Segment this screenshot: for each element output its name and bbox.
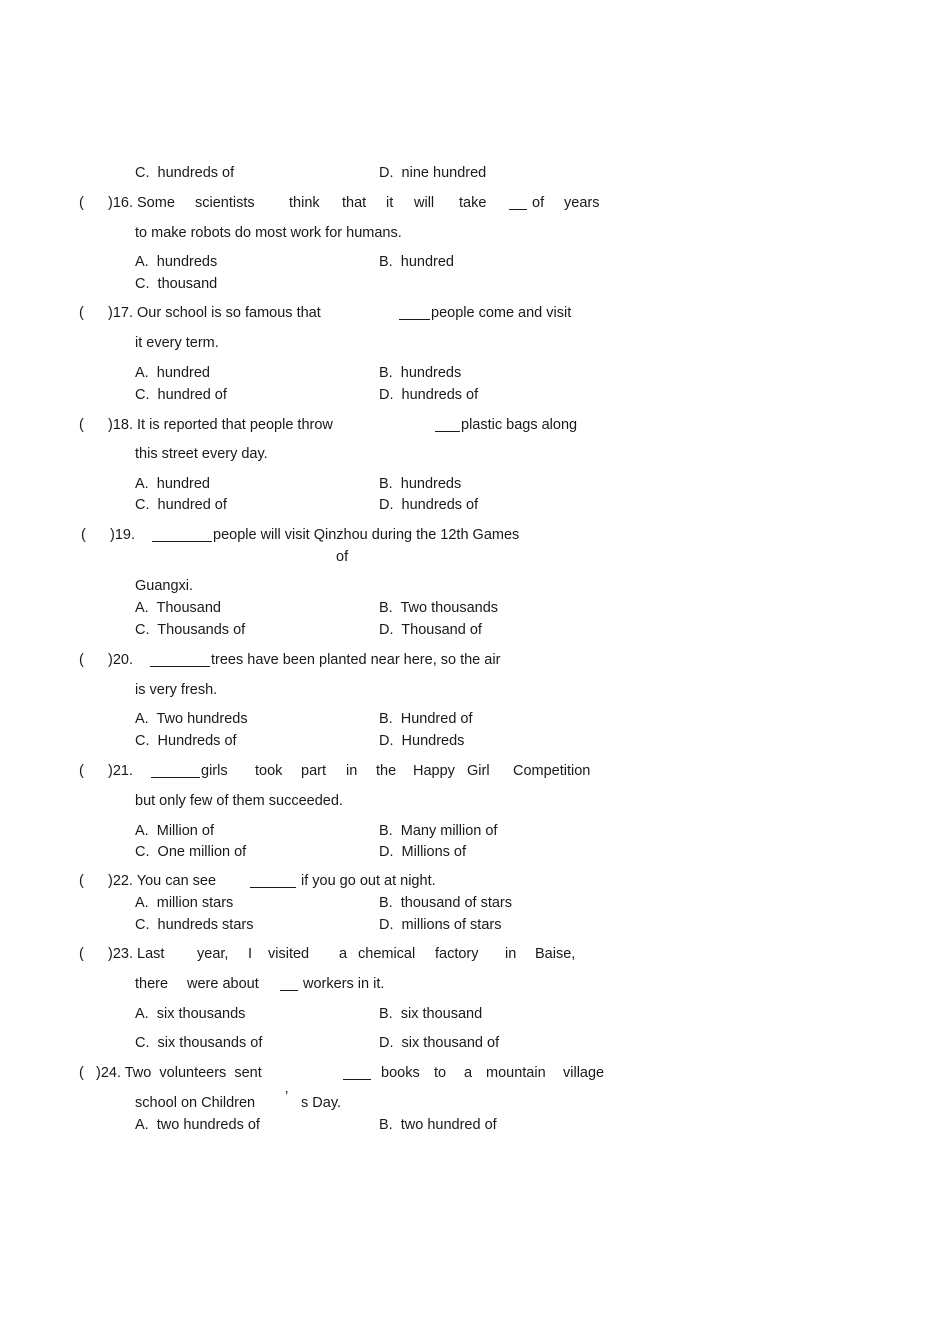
option-c: C. thousand (135, 276, 218, 292)
answer-blank (343, 1066, 371, 1080)
answer-blank (150, 653, 210, 667)
question-word: take (459, 195, 487, 211)
option-b: B. Two thousands (379, 600, 499, 616)
answer-blank (250, 874, 296, 888)
option-b: B. Hundred of (379, 711, 473, 727)
question-word: chemical (358, 946, 416, 962)
question-word: part (301, 763, 326, 779)
option-d: D. Millions of (379, 844, 467, 860)
question-stem: )17. Our school is so famous that (108, 305, 321, 321)
option-a: A. hundreds (135, 254, 218, 270)
answer-paren: ( (79, 417, 84, 433)
answer-blank (509, 196, 527, 210)
option-c: C. Hundreds of (135, 733, 237, 749)
question-word: girls (201, 763, 228, 779)
option-a: A. Two hundreds (135, 711, 248, 727)
question-word: visited (268, 946, 310, 962)
question-text: plastic bags along (461, 417, 578, 433)
option-c: C. six thousands of (135, 1035, 263, 1051)
answer-paren: ( (79, 873, 84, 889)
option-b: B. Many million of (379, 823, 498, 839)
answer-paren: ( (79, 763, 84, 779)
answer-paren: ( (79, 305, 84, 321)
question-word: years (564, 195, 600, 211)
option-c: C. Thousands of (135, 622, 246, 638)
question-number: )19. (110, 527, 135, 543)
option-b: B. six thousand (379, 1006, 483, 1022)
question-line: is very fresh. (135, 682, 218, 698)
question-word: s Day. (301, 1095, 342, 1111)
option-a: A. hundred (135, 365, 210, 381)
answer-paren: ( (79, 195, 84, 211)
option-d: D. hundreds of (379, 387, 479, 403)
question-word: I (248, 946, 253, 962)
question-word: mountain (486, 1065, 546, 1081)
question-text: people will visit Qinzhou during the 12th Games (213, 527, 520, 543)
question-word: of (532, 195, 545, 211)
option-b: B. two hundred of (379, 1117, 497, 1133)
apostrophe: ’ (285, 1089, 289, 1105)
question-word: will (414, 195, 435, 211)
option-b: B. hundred (379, 254, 454, 270)
question-word: the (376, 763, 397, 779)
question-line: this street every day. (135, 446, 268, 462)
question-word: think (289, 195, 320, 211)
answer-paren: ( (79, 1065, 84, 1081)
question-word: school on Children (135, 1095, 256, 1111)
question-stem: )22. You can see (108, 873, 217, 889)
question-word: that (342, 195, 367, 211)
question-text: trees have been planted near here, so the air (211, 652, 501, 668)
question-word: in (346, 763, 358, 779)
question-line: to make robots do most work for humans. (135, 225, 402, 241)
question-word: a (464, 1065, 473, 1081)
option-a: A. Thousand (135, 600, 221, 616)
option-b: B. hundreds (379, 365, 462, 381)
question-word: a (339, 946, 348, 962)
question-text: people come and visit (431, 305, 572, 321)
answer-blank (151, 764, 200, 778)
question-word: took (255, 763, 283, 779)
option-d: D. six thousand of (379, 1035, 500, 1051)
question-word: village (563, 1065, 605, 1081)
option-a: A. two hundreds of (135, 1117, 260, 1133)
question-word: in (505, 946, 517, 962)
question-line: Guangxi. (135, 578, 194, 594)
question-word: it (386, 195, 394, 211)
question-number: )21. (108, 763, 133, 779)
question-word: factory (435, 946, 479, 962)
answer-paren: ( (79, 652, 84, 668)
question-stem: )18. It is reported that people throw (108, 417, 333, 433)
option-a: A. six thousands (135, 1006, 246, 1022)
option-d: D. hundreds of (379, 497, 479, 513)
option-d: D. millions of stars (379, 917, 502, 933)
question-word: year, (197, 946, 229, 962)
question-word: scientists (195, 195, 255, 211)
option-d: D. Thousand of (379, 622, 482, 638)
question-line: it every term. (135, 335, 219, 351)
answer-blank (399, 306, 430, 320)
question-word: books (381, 1065, 420, 1081)
question-word: Competition (513, 763, 591, 779)
answer-blank (435, 418, 460, 432)
question-text: workers in it. (303, 976, 385, 992)
question-word: Happy (413, 763, 455, 779)
answer-paren: ( (81, 527, 86, 543)
question-line: but only few of them succeeded. (135, 793, 343, 809)
option-b: B. hundreds (379, 476, 462, 492)
option-b: B. thousand of stars (379, 895, 512, 911)
option-c: C. hundred of (135, 497, 227, 513)
option-d: D. nine hundred (379, 165, 487, 181)
question-word: )16. Some (108, 195, 175, 211)
question-word: )23. Last (108, 946, 165, 962)
option-a: A. Million of (135, 823, 214, 839)
option-c: C. hundreds of (135, 165, 235, 181)
question-text: if you go out at night. (301, 873, 436, 889)
answer-blank (280, 977, 298, 991)
question-word: Girl (467, 763, 490, 779)
answer-paren: ( (79, 946, 84, 962)
question-word: were about (187, 976, 259, 992)
option-a: A. hundred (135, 476, 210, 492)
option-d: D. Hundreds (379, 733, 465, 749)
option-c: C. One million of (135, 844, 247, 860)
question-word: Baise, (535, 946, 576, 962)
question-word: there (135, 976, 169, 992)
option-c: C. hundred of (135, 387, 227, 403)
answer-blank (152, 528, 212, 542)
question-word: to (434, 1065, 447, 1081)
question-number: )20. (108, 652, 133, 668)
option-a: A. million stars (135, 895, 234, 911)
option-c: C. hundreds stars (135, 917, 254, 933)
question-word: of (336, 549, 349, 565)
question-stem: )24. Two volunteers sent (96, 1065, 262, 1081)
